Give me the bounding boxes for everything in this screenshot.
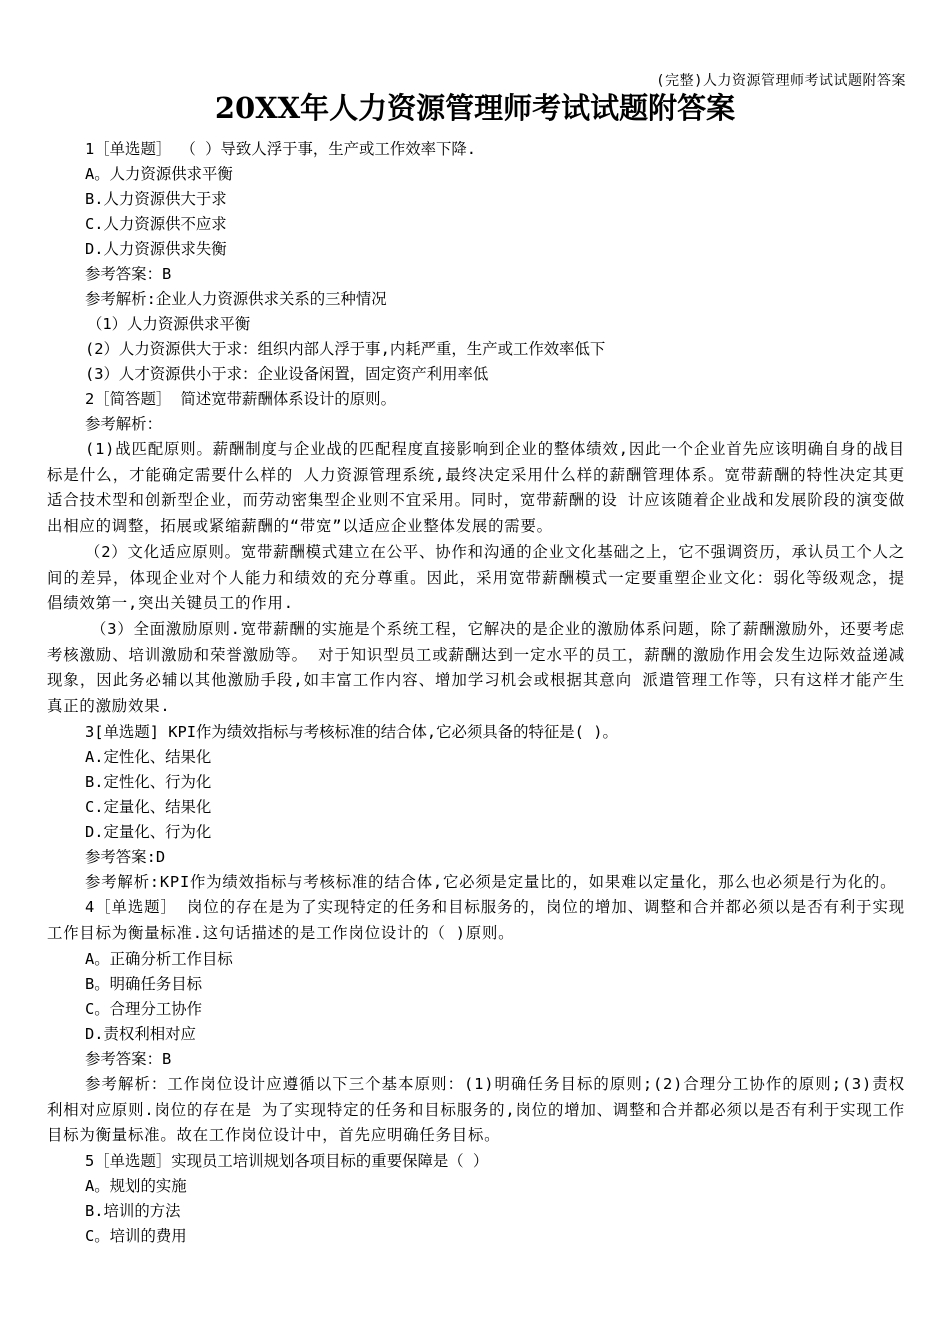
question-4-option-d: D.责权利相对应	[85, 1024, 196, 1043]
question-2-analysis-paragraph-2: （2）文化适应原则。宽带薪酬模式建立在公平、协作和沟通的企业文化基础之上，它不强调资历，承认员工个人之间的差异，体现企业对个人能力和绩效的充分尊重。因此，采用宽带薪酬模式一定要重塑企业文化：弱化等级观念，提倡绩效第一,突出关键员工的作用.	[47, 542, 905, 613]
question-3-answer: 参考答案:D	[85, 847, 166, 866]
question-2-analysis-paragraph-3: （3）全面激励原则.宽带薪酬的实施是个系统工程，它解决的是企业的激励体系问题，除了薪酬激励外，还要考虑考核激励、培训激励和荣誉激励等。 对于知识型员工或薪酬达到一定水平的员工，薪酬的激励作用会发生边际效益递减现象，因此务必辅以其他激励手段,如丰富工作内容、增加学习机会或根据其意向 派遣管理工作等，只有这样才能产生真正的激励效果.	[47, 619, 905, 716]
page-title: 20XX年人力资源管理师考试试题附答案	[214, 91, 736, 125]
question-5-option-c: C。培训的费用	[85, 1226, 187, 1245]
question-4-analysis: 参考解析：工作岗位设计应遵循以下三个基本原则：(1)明确任务目标的原则;(2)合理分工协作的原则;(3)责权利相对应原则.岗位的存在是 为了实现特定的任务和目标服务的,岗位的增加、调整和合并都必须以是否有利于实现工作目标为衡量标准。故在工作岗位设计中，首先应明确任务目标。	[47, 1074, 905, 1145]
document-body	[47, 137, 905, 1249]
question-4-option-b: B。明确任务目标	[85, 974, 203, 993]
question-3-stem: 3[单选题] KPI作为绩效指标与考核标准的结合体,它必须具备的特征是( )。	[85, 722, 618, 741]
question-1-analysis-item-1: （1）人力资源供求平衡	[87, 315, 251, 333]
question-1-option-a: A。人力资源供求平衡	[85, 165, 233, 183]
question-4-option-c: C。合理分工协作	[85, 999, 203, 1018]
question-1-option-c: C.人力资源供不应求	[85, 215, 227, 233]
question-1-answer: 参考答案：B	[85, 265, 172, 283]
question-3-option-a: A.定性化、结果化	[85, 747, 212, 766]
question-3-option-b: B.定性化、行为化	[85, 772, 212, 791]
question-3-option-d: D.定量化、行为化	[85, 822, 212, 841]
question-5-option-b: B.培训的方法	[85, 1201, 181, 1220]
running-header: (完整)人力资源管理师考试试题附答案	[656, 73, 906, 89]
question-1-stem: 1［单选题］ （ ）导致人浮于事，生产或工作效率下降.	[85, 140, 477, 158]
question-2-analysis-label: 参考解析：	[85, 415, 162, 433]
question-4-option-a: A。正确分析工作目标	[85, 949, 233, 968]
question-1-option-d: D.人力资源供求失衡	[85, 240, 227, 258]
question-1-analysis: 参考解析:企业人力资源供求关系的三种情况	[85, 290, 387, 308]
question-3-analysis: 参考解析:KPI作为绩效指标与考核标准的结合体,它必须是定量比的，如果难以定量化，那么也必须是行为化的。	[85, 872, 897, 891]
question-1-analysis-item-2: (2）人力资源供大于求：组织内部人浮于事,内耗严重，生产或工作效率低下	[85, 340, 606, 358]
question-2-stem: 2［简答题］ 简述宽带薪酬体系设计的原则。	[85, 390, 396, 408]
question-3-option-c: C.定量化、结果化	[85, 797, 212, 816]
question-2-analysis-paragraph-1: (1)战匹配原则。薪酬制度与企业战的匹配程度直接影响到企业的整体绩效,因此一个企业首先应该明确自身的战目标是什么，才能确定需要什么样的 人力资源管理系统,最终决定采用什么样的薪酬管理体系。宽带薪酬的特性决定其更适合技术型和创新型企业，而劳动密集型企业则不宜采用。同时，宽带薪酬的设 计应该随着企业战和发展阶段的演变做出相应的调整，拓展或紧缩薪酬的“带宽”以适应企业整体发展的需要。	[47, 440, 905, 536]
question-5-option-a: A。规划的实施	[85, 1176, 187, 1195]
question-4-answer: 参考答案：B	[85, 1049, 172, 1068]
question-5-stem: 5［单选题］实现员工培训规划各项目标的重要保障是（ ）	[85, 1151, 489, 1170]
question-4-stem: 4［单选题］ 岗位的存在是为了实现特定的任务和目标服务的，岗位的增加、调整和合并都必须以是否有利于实现工作目标为衡量标准.这句话描述的是工作岗位设计的（ )原则。	[47, 898, 905, 943]
question-1-analysis-item-3: (3）人才资源供小于求：企业设备闲置，固定资产利用率低	[85, 365, 489, 383]
question-1-option-b: B.人力资源供大于求	[85, 190, 227, 208]
